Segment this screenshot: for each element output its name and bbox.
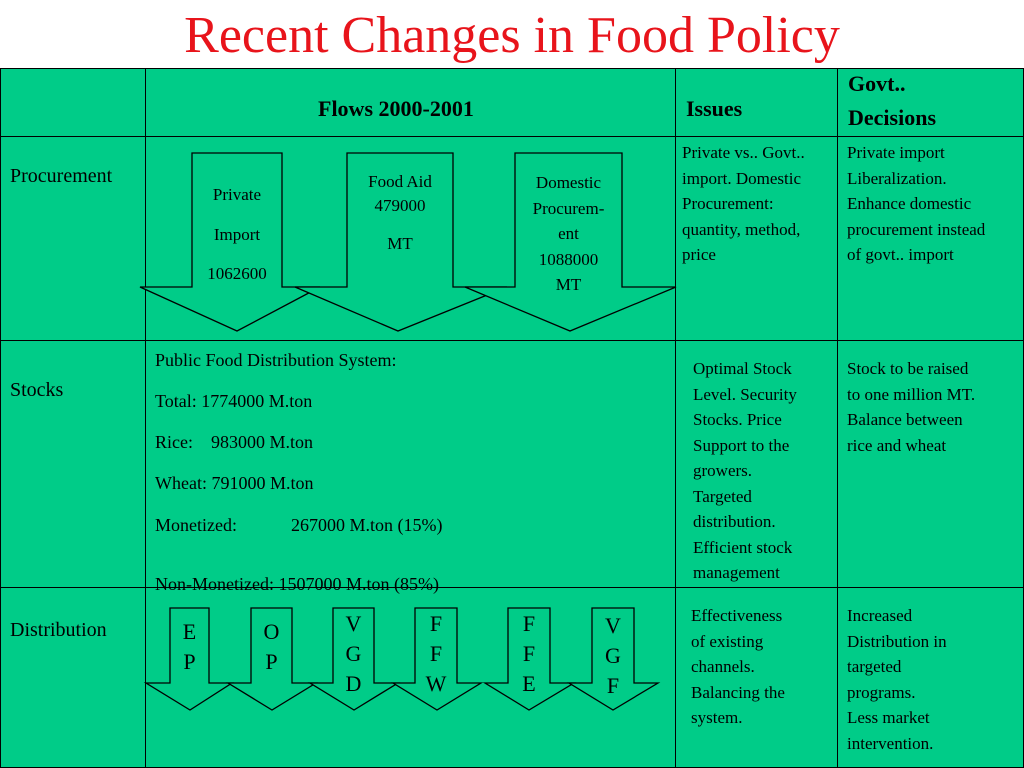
- arrow-ffe-letter: F: [522, 641, 536, 666]
- private-import-label: [192, 182, 282, 287]
- arrow-vgd-letter: G: [345, 641, 362, 666]
- procurement-decisions-line: Liberalization.: [847, 168, 947, 188]
- distribution-issues: [691, 603, 831, 731]
- food-aid-value: 479000: [374, 196, 426, 215]
- stocks-issues-line: Level. Security: [693, 384, 797, 404]
- stocks-pfds-heading: Public Food Distribution System:: [155, 350, 397, 370]
- procurement-issues: [682, 140, 837, 268]
- arrow-vgf-letter: G: [605, 643, 621, 668]
- procurement-issues-line: quantity, method,: [682, 219, 801, 239]
- distribution-issues-line: system.: [691, 708, 743, 727]
- food-aid-line1: Food Aid: [368, 172, 432, 191]
- private-import-value: 1062600: [207, 264, 267, 283]
- distribution-decisions-line: programs.: [847, 682, 916, 702]
- row-label-stocks: Stocks: [10, 379, 64, 401]
- domestic-unit: MT: [555, 275, 582, 294]
- arrow-ffe-label: [508, 609, 550, 699]
- private-import-line1: Private: [212, 185, 262, 204]
- distribution-decisions: [847, 603, 1023, 756]
- arrow-vgf-label: [592, 611, 634, 701]
- distribution-decisions-line: intervention.: [847, 733, 934, 753]
- stocks-decisions-line: Balance between: [847, 410, 963, 429]
- stocks-issues-line: Efficient stock: [693, 537, 793, 557]
- stocks-issues-line: management: [693, 563, 780, 582]
- procurement-issues-line: Private vs.. Govt..: [682, 143, 805, 162]
- domestic-line1: Domestic: [535, 173, 602, 192]
- arrow-ep-letter: P: [183, 649, 196, 674]
- distribution-decisions-line: targeted: [847, 657, 902, 676]
- page-title: Recent Changes in Food Policy: [184, 7, 840, 64]
- food-aid-unit: MT: [387, 234, 413, 253]
- arrow-ffw-letter: F: [429, 611, 443, 636]
- arrow-ffw-label: [415, 609, 457, 699]
- domestic-value: 1088000: [538, 249, 599, 269]
- arrow-op-label: [251, 617, 292, 677]
- header-issues: Issues: [686, 96, 743, 121]
- stocks-issues-line: Optimal Stock: [693, 359, 792, 378]
- row-label-procurement: Procurement: [10, 165, 113, 187]
- arrow-vgd-letter: V: [345, 611, 362, 636]
- stocks-decisions-line: to one million MT.: [847, 384, 976, 404]
- procurement-issues-line: Procurement:: [682, 194, 774, 213]
- stocks-issues-line: distribution.: [693, 512, 776, 531]
- distribution-issues-line: channels.: [691, 657, 755, 676]
- arrow-vgd-label: [333, 609, 374, 699]
- arrow-ffe-letter: E: [522, 671, 536, 696]
- procurement-decisions-line: Private import: [847, 143, 945, 162]
- arrow-op-letter: P: [265, 649, 278, 674]
- procurement-decisions-line: Enhance domestic: [847, 194, 972, 213]
- domestic-procurement-label: [515, 170, 622, 298]
- stocks-rice: Rice: 983000 M.ton: [155, 432, 313, 452]
- arrow-vgf-letter: V: [605, 613, 621, 638]
- domestic-line3: ent: [558, 224, 579, 243]
- arrow-ffw-letter: F: [429, 641, 443, 666]
- private-import-line2: Import: [213, 225, 261, 244]
- header-flows: Flows 2000-2001: [318, 96, 474, 121]
- arrow-op-letter: O: [263, 619, 280, 644]
- domestic-line2: Procurem-: [532, 198, 605, 218]
- procurement-issues-line: price: [682, 245, 716, 264]
- distribution-issues-line: Balancing the: [691, 682, 785, 702]
- stocks-issues-line: Targeted: [693, 486, 752, 506]
- distribution-decisions-line: Increased: [847, 606, 913, 625]
- stocks-total: Total: 1774000 M.ton: [155, 391, 313, 411]
- stocks-wheat: Wheat: 791000 M.ton: [155, 473, 314, 493]
- arrow-ep-letter: E: [182, 619, 197, 644]
- stocks-decisions-line: Stock to be raised: [847, 359, 969, 378]
- distribution-issues-line: of existing: [691, 631, 764, 651]
- procurement-decisions: [847, 140, 1023, 268]
- food-aid-label: [347, 170, 453, 256]
- stocks-decisions-line: rice and wheat: [847, 435, 947, 455]
- arrow-vgd-letter: D: [345, 671, 362, 696]
- stocks-issues-line: Support to the: [693, 435, 790, 455]
- stocks-issues-line: Stocks. Price: [693, 410, 782, 429]
- distribution-issues-line: Effectiveness: [691, 606, 783, 625]
- header-govt-decisions-line1: Govt..: [848, 71, 906, 96]
- distribution-decisions-line: Distribution in: [847, 631, 947, 651]
- header-govt-decisions-line2: Decisions: [848, 105, 936, 130]
- arrow-vgf-letter: F: [606, 673, 620, 698]
- stocks-decisions: [847, 356, 1023, 458]
- distribution-decisions-line: Less market: [847, 708, 930, 727]
- arrow-ep-label: [170, 617, 209, 677]
- stocks-issues-line: growers.: [693, 461, 753, 480]
- arrow-ffe-letter: F: [522, 611, 536, 636]
- procurement-decisions-line: procurement instead: [847, 219, 986, 239]
- row-label-distribution: Distribution: [10, 619, 107, 641]
- procurement-decisions-line: of govt.. import: [847, 245, 954, 264]
- arrow-ffw-letter: W: [425, 671, 447, 696]
- procurement-issues-line: import. Domestic: [682, 168, 801, 188]
- stocks-issues: [693, 356, 833, 586]
- stocks-monetized: Monetized: 267000 M.ton (15%): [155, 515, 443, 535]
- stocks-non-monetized: Non-Monetized: 1507000 M.ton (85%): [155, 574, 439, 594]
